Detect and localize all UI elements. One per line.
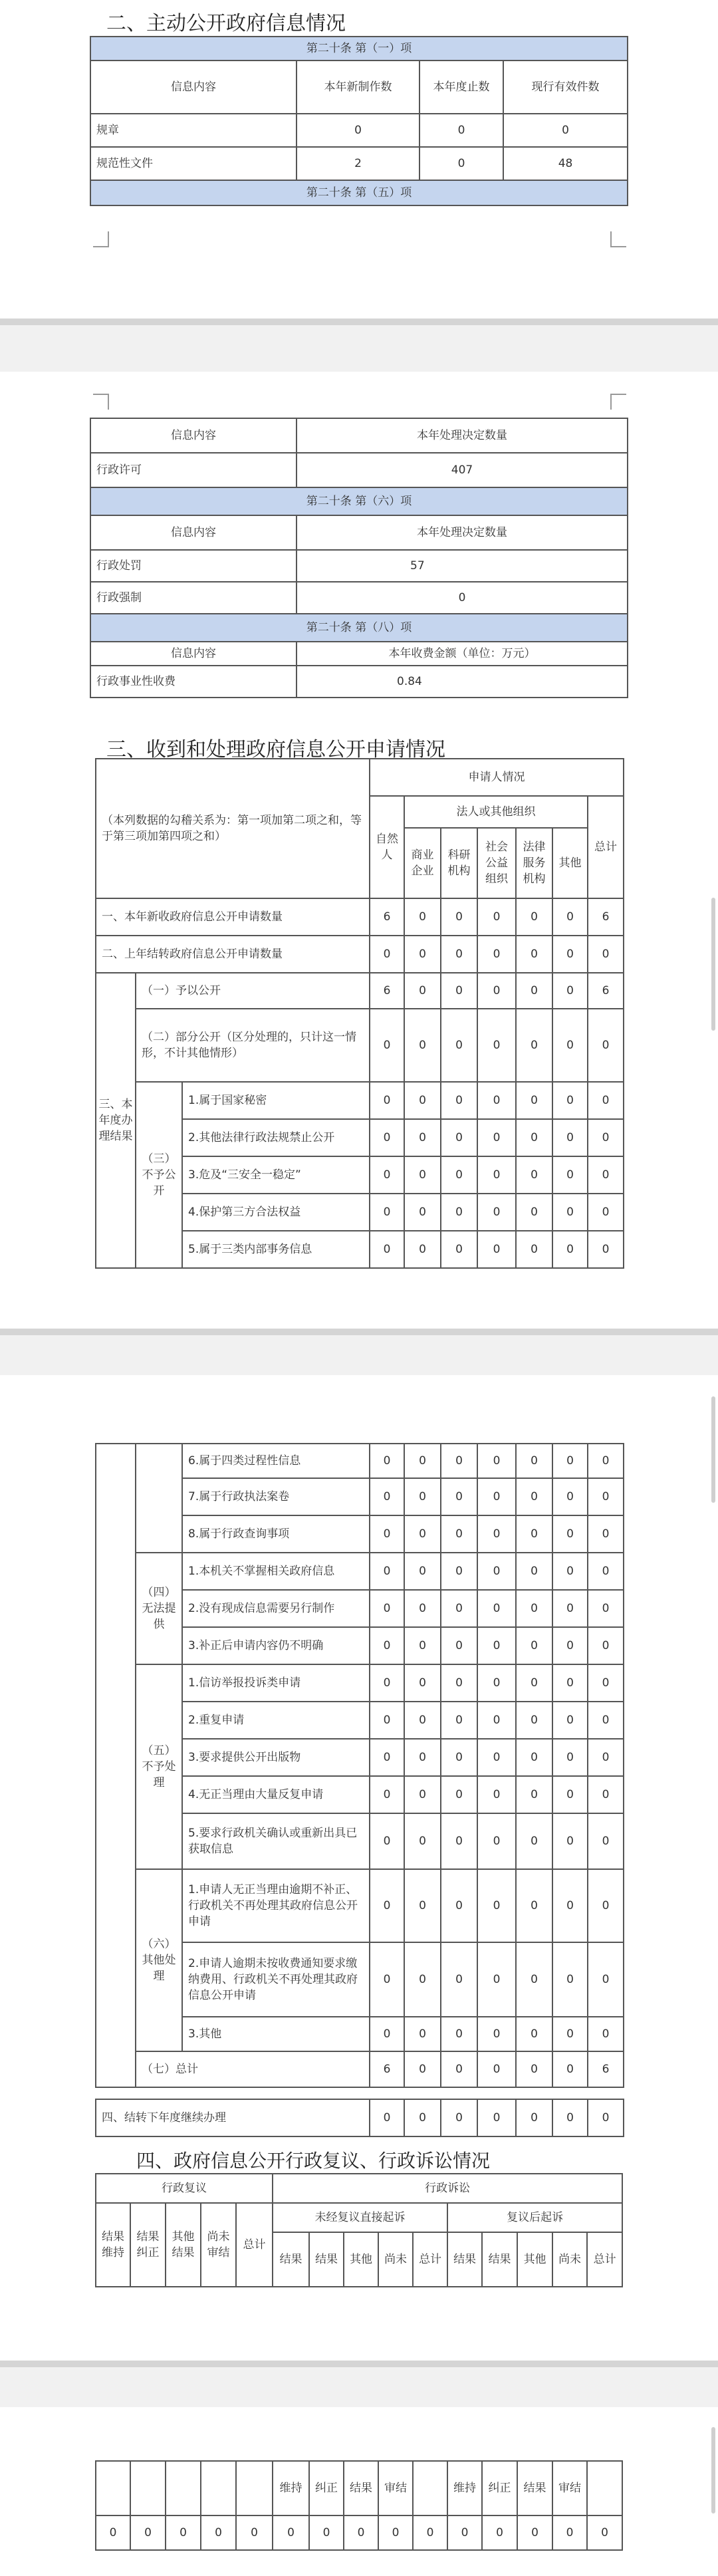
section-4-title: 四、政府信息公开行政复议、行政诉讼情况 [136,2150,491,2172]
table-row: 2.申请人逾期未按收费通知要求缴纳费用、行政机关不再处理其政府信息公开申请 0 0 0 0 0 0 0 [96,1942,624,2017]
no-review-header: 未经复议直接起诉 [273,2203,447,2232]
section-2-title: 二、主动公开政府信息情况 [106,12,346,35]
scrollbar-thumb[interactable] [711,2427,715,2513]
table-row: 3.补正后申请内容仍不明确 0 0 0 0 0 0 0 [96,1627,624,1664]
table-row: 0 0 0 0 0 0 0 0 0 0 0 0 0 0 0 [96,2515,622,2550]
table-row: 一、本年新收政府信息公开申请数量 6 0 0 0 0 0 6 [96,898,624,936]
table-row: 5.要求行政机关确认或重新出具已获取信息 0 0 0 0 0 0 0 [96,1813,624,1869]
review-litigation-table: 行政复议 行政诉讼 结果维持 结果纠正 其他结果 尚未审结 总计 未经复议直接起诉 复议后起诉 结果 结果 其他 尚未 总计 结果 结果 其他 尚未 总计 [95,2173,623,2287]
page-gap [0,2367,718,2407]
page-gap [0,1335,718,1375]
table-row: 6.属于四类过程性信息 0 0 0 0 0 0 0 [96,1444,624,1478]
scrollbar-thumb[interactable] [711,1396,715,1503]
table-row: 8.属于行政查询事项 0 0 0 0 0 0 0 [96,1515,624,1553]
table-row: 二、上年结转政府信息公开申请数量 0 0 0 0 0 0 0 [96,936,624,973]
section-3-title: 三、收到和处理政府信息公开申请情况 [106,738,445,761]
page-corner-mark [610,394,626,410]
page-separator [0,319,718,325]
table-row: 7.属于行政执法案卷 0 0 0 0 0 0 0 [96,1478,624,1515]
table-row: 5.属于三类内部事务信息 0 0 0 0 0 0 0 [96,1231,624,1268]
page-corner-mark [93,231,109,247]
table-row: （三）不予公开 1.属于国家秘密 0 0 0 0 0 0 0 [96,1082,624,1119]
table-row: 4.无正当理由大量反复申请 0 0 0 0 0 0 0 [96,1776,624,1813]
table-row: 3.危及“三安全一稳定” 0 0 0 0 0 0 0 [96,1156,624,1194]
table-row: （七）总计 6 0 0 0 0 0 6 [96,2051,624,2087]
col-abolish: 本年度止数 [419,61,503,114]
table-row: 规范性文件 2 0 48 [90,147,628,180]
col-valid: 现行有效件数 [503,61,628,114]
table-row: 行政许可 407 [90,453,628,487]
table-row: 规章 0 0 0 [90,114,628,147]
table-row: 行政处罚 57 [90,550,628,582]
item1-header: 第二十条 第（一）项 [90,37,628,61]
table-row: 3.其他 0 0 0 0 0 0 0 [96,2017,624,2051]
item8-header: 第二十条 第（八）项 [90,614,628,642]
table-row: 三、本年度办理结果 （一）予以公开 6 0 0 0 0 0 6 [96,973,624,1009]
table-row: 行政事业性收费 0.84 [90,666,628,698]
permit-penalty-fee-table: 信息内容 本年处理决定数量 行政许可 407 第二十条 第（六）项 信息内容 本年处理决定数量 行政处罚 57 行政强制 0 第二十条 第（八）项 信息内容 本年收费金额（单位：万元） 行政事业性收费 0.84 [90,418,628,698]
review-header: 行政复议 [96,2174,273,2203]
col-info: 信息内容 [90,61,297,114]
table-note: （本列数据的勾稽关系为：第一项加第二项之和，等于第三项加第四项之和） [96,759,370,898]
table-row: （四）无法提供 1.本机关不掌握相关政府信息 0 0 0 0 0 0 0 [96,1553,624,1590]
page-separator [0,1329,718,1335]
after-review-header: 复议后起诉 [447,2203,622,2232]
applications-table-carryover [95,2099,624,2137]
table-row: 3.要求提供公开出版物 0 0 0 0 0 0 0 [96,1739,624,1776]
active-disclosure-table [90,36,628,206]
item5-header: 第二十条 第（五）项 [90,180,628,205]
page-corner-mark [93,394,109,410]
table-row: （二）部分公开（区分处理的，只计这一情形，不计其他情形） 0 0 0 0 0 0 0 [96,1009,624,1082]
group-noprocess-label: （五）不予处理 [136,1664,182,1869]
table-row: 四、结转下年度继续办理 0 0 0 0 0 0 0 [96,2099,624,2136]
applications-table-part1: （本列数据的勾稽关系为：第一项加第二项之和，等于第三项加第四项之和） 申请人情况 自然人 法人或其他组织 总计 商业企业 科研机构 社会公益组织 法律服务机构 其他 一、本年新收政府信息公开申请数量 6 0 0 0 0 0 6 二、上年结转政府信息公开申请数量 0 0 0 0 0 0 0 三、本年度办理结果 （一）予以公开 6 0 0 0 0 0 6 （二）部分公开（区分处理的，只计这一情形，不计其他情形） 0 0 0 0 0 0 0 （三）不予公开 1.属于国家秘密 0 0 0 0 0 0 0 2.其他法律行政法规禁止公开 0 0 0 0 0 0 0 3.危及“三安全一稳定” 0 0 0 0 0 0 0 4.保护第三方合法权益 0 0 0 0 0 0 0 5.属于三类内部事务信息 0 0 0 0 0 0 0 [95,758,624,1269]
page-separator [0,2361,718,2367]
table-row: 2.其他法律行政法规禁止公开 0 0 0 0 0 0 0 [96,1119,624,1156]
applications-table-part2 [95,1443,624,2088]
table-row: （六）其他处理 1.申请人无正当理由逾期不补正、行政机关不再处理其政府信息公开申请 0 0 0 0 0 0 0 [96,1869,624,1942]
legal-group-header: 法人或其他组织 [404,796,588,828]
table-row: （五）不予处理 1.信访举报投诉类申请 0 0 0 0 0 0 0 [96,1664,624,1702]
group-other-label: （六）其他处理 [136,1869,182,2051]
col-new: 本年新制作数 [297,61,419,114]
table-row: 2.重复申请 0 0 0 0 0 0 0 [96,1702,624,1739]
table-row: 2.没有现成信息需要另行制作 0 0 0 0 0 0 0 [96,1590,624,1627]
page-gap [0,325,718,372]
table-row: 4.保护第三方合法权益 0 0 0 0 0 0 0 [96,1194,624,1231]
review-litigation-table-continued: 维持 纠正 结果 审结 维持 纠正 结果 审结 0 0 0 0 0 0 0 0 0 0 0 0 0 0 0 [95,2460,623,2551]
applicant-header: 申请人情况 [370,759,624,796]
table-row: 行政强制 0 [90,582,628,614]
item6-header: 第二十条 第（六）项 [90,487,628,515]
group-noopen-label: （三）不予公开 [136,1082,182,1268]
page-corner-mark [610,231,626,247]
group-cannot-label: （四）无法提供 [136,1553,182,1664]
group-3-label: 三、本年度办理结果 [96,973,136,1268]
litigation-header: 行政诉讼 [273,2174,622,2203]
scrollbar-thumb[interactable] [711,898,715,1031]
